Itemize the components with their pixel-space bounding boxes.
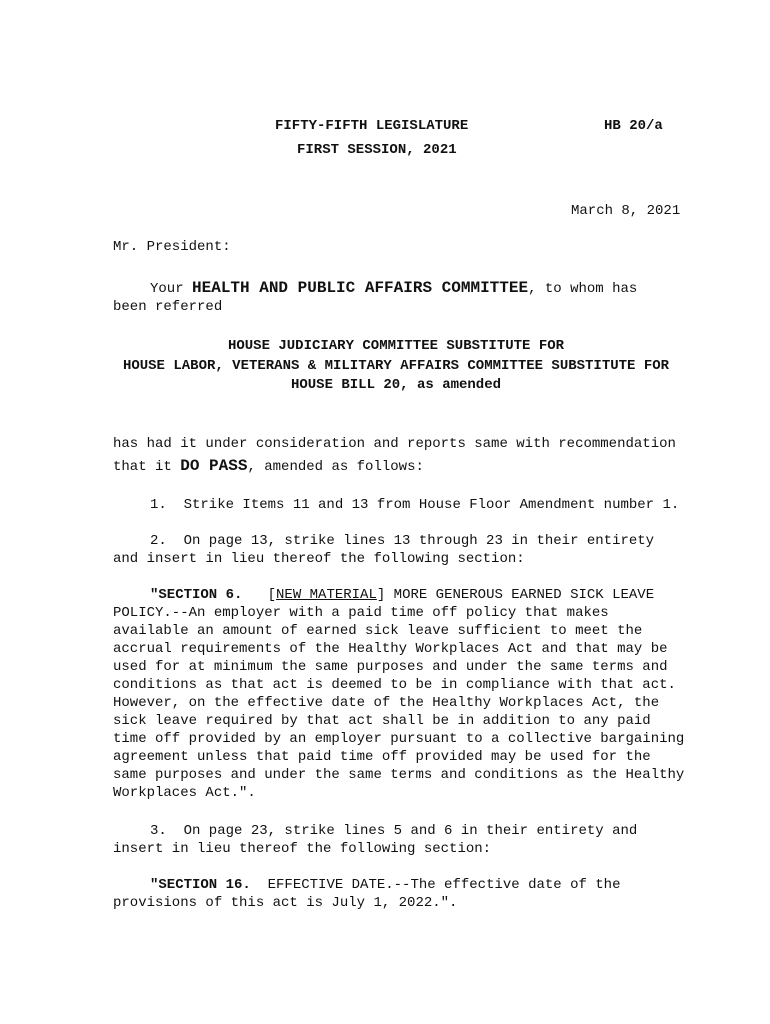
section-6-text-line: Workplaces Act.". — [113, 785, 256, 801]
section-6-text-line: POLICY.--An employer with a paid time off policy that makes — [113, 605, 609, 621]
section-16-text-line: provisions of this act is July 1, 2022.". — [113, 895, 458, 911]
bill-id: HB 20/a — [604, 118, 663, 134]
recommendation-line-1: has had it under consideration and reports same with recommendation — [113, 436, 676, 452]
salutation: Mr. President: — [113, 239, 231, 255]
section-6-text-line: time off provided by an employer pursuant to a collective bargaining — [113, 731, 685, 747]
recommendation-prefix: that it — [113, 459, 181, 475]
section-6-bracket-open: [ — [242, 587, 277, 603]
section-6-text-line: sick leave required by that act shall be in addition to any paid — [113, 713, 651, 729]
new-material-label: NEW MATERIAL — [276, 587, 377, 603]
amendment-item-2-line-2: and insert in lieu thereof the following section: — [113, 551, 525, 567]
section-6-text-line: available an amount of earned sick leave sufficient to meet the — [113, 623, 643, 639]
intro-line-2: been referred — [113, 299, 223, 315]
section-6-text-line: accrual requirements of the Healthy Workplaces Act and that may be — [113, 641, 668, 657]
section-6-label: "SECTION 6. — [150, 587, 243, 603]
bill-title-line-3: HOUSE BILL 20, as amended — [290, 377, 502, 393]
intro-prefix: Your — [150, 281, 193, 297]
do-pass-label: DO PASS — [180, 457, 248, 475]
document-date: March 8, 2021 — [571, 203, 681, 219]
committee-name: HEALTH AND PUBLIC AFFAIRS COMMITTEE — [192, 279, 529, 297]
bill-title-line-1: HOUSE JUDICIARY COMMITTEE SUBSTITUTE FOR — [227, 338, 565, 354]
section-16-heading — [150, 876, 621, 894]
section-6-text-line: agreement unless that paid time off provided may be used for the — [113, 749, 651, 765]
intro-line — [150, 279, 637, 298]
section-16-label: "SECTION 16. — [150, 877, 251, 893]
intro-suffix: , to whom has — [528, 281, 638, 297]
amendment-item-3-line-1: 3. On page 23, strike lines 5 and 6 in their entirety and — [150, 823, 638, 839]
amendment-item-2-line-1: 2. On page 13, strike lines 13 through 23 in their entirety — [150, 533, 655, 549]
recommendation-line-2 — [113, 457, 424, 476]
section-16-title: EFFECTIVE DATE.--The effective date of the — [250, 877, 621, 893]
session-title: FIRST SESSION, 2021 — [297, 142, 457, 158]
amendment-item-3-line-2: insert in lieu thereof the following section: — [113, 841, 492, 857]
section-6-text-line: used for at minimum the same purposes and under the same terms and — [113, 659, 668, 675]
amendment-item-1: 1. Strike Items 11 and 13 from House Floor Amendment number 1. — [150, 497, 680, 513]
recommendation-suffix: , amended as follows: — [247, 459, 424, 475]
section-6-text-line: same purposes and under the same terms and conditions as the Healthy — [113, 767, 685, 783]
bill-title-line-2: HOUSE LABOR, VETERANS & MILITARY AFFAIRS COMMITTEE SUBSTITUTE FOR — [122, 358, 670, 374]
section-6-text-line: conditions as that act is deemed to be in compliance with that act. — [113, 677, 676, 693]
legislature-title: FIFTY-FIFTH LEGISLATURE — [275, 118, 469, 134]
section-6-title: ] MORE GENEROUS EARNED SICK LEAVE — [376, 587, 655, 603]
section-6-heading — [150, 586, 654, 604]
section-6-text-line: However, on the effective date of the Healthy Workplaces Act, the — [113, 695, 660, 711]
